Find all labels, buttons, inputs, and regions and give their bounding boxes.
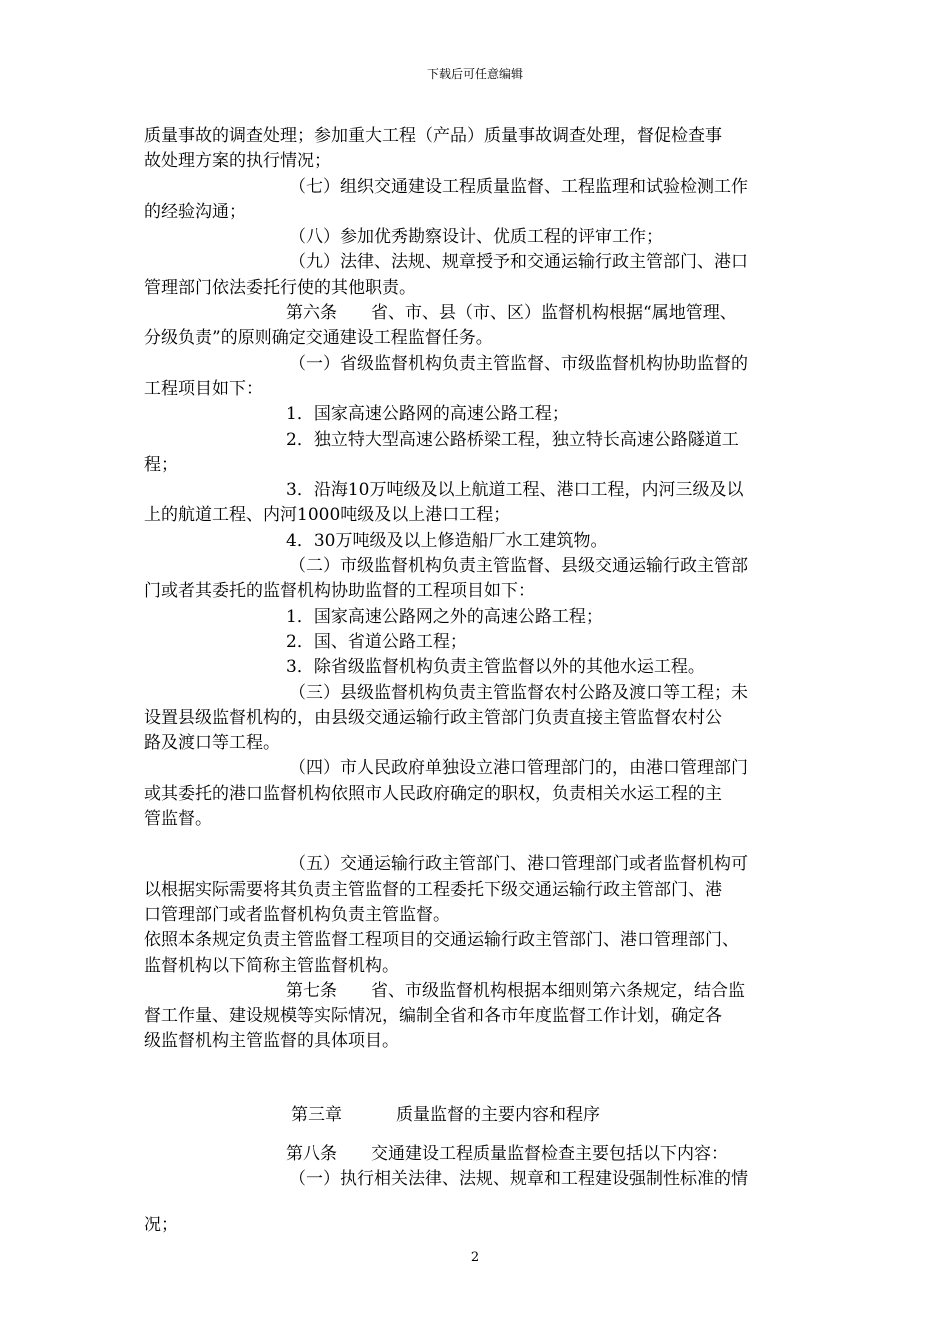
text-line: 第六条 省、市、县（市、区）监督机构根据“属地管理、 bbox=[286, 303, 737, 324]
text-line: （二）市级监督机构负责主管监督、县级交通运输行政主管部 bbox=[289, 556, 748, 577]
text-line: 督工作量、建设规模等实际情况，编制全省和各市年度监督工作计划，确定各 bbox=[144, 1006, 722, 1027]
text-line: 门或者其委托的监督机构协助监督的工程项目如下： bbox=[144, 581, 535, 602]
text-line: （四）市人民政府单独设立港口管理部门的，由港口管理部门 bbox=[289, 758, 748, 779]
text-line: 以根据实际需要将其负责主管监督的工程委托下级交通运输行政主管部门、港 bbox=[144, 879, 722, 900]
chapter-title: 质量监督的主要内容和程序 bbox=[396, 1104, 600, 1125]
text-line: 第八条 交通建设工程质量监督检查主要包括以下内容： bbox=[286, 1143, 728, 1164]
text-line: 依照本条规定负责主管监督工程项目的交通运输行政主管部门、港口管理部门、 bbox=[144, 930, 739, 951]
text-line: （九）法律、法规、规章授予和交通运输行政主管部门、港口 bbox=[289, 252, 748, 273]
page-number: 2 bbox=[470, 1250, 480, 1265]
text-line: 故处理方案的执行情况； bbox=[144, 151, 331, 172]
text-line: 路及渡口等工程。 bbox=[144, 733, 280, 754]
document-body bbox=[144, 124, 808, 1238]
text-line: 1．国家高速公路网的高速公路工程； bbox=[286, 404, 569, 425]
text-line: 设置县级监督机构的，由县级交通运输行政主管部门负责直接主管监督农村公 bbox=[144, 707, 722, 728]
paragraph-gap bbox=[144, 1193, 808, 1213]
text-line: 管理部门依法委托行使的其他职责。 bbox=[144, 277, 416, 298]
text-line: 工程项目如下： bbox=[144, 378, 263, 399]
paragraph-gap bbox=[144, 832, 808, 852]
text-line: （一）执行相关法律、法规、规章和工程建设强制性标准的情 bbox=[289, 1169, 748, 1190]
text-line: 的经验沟通； bbox=[144, 201, 246, 222]
text-line: 第七条 省、市级监督机构根据本细则第六条规定，结合监 bbox=[286, 980, 745, 1001]
text-line: （三）县级监督机构负责主管监督农村公路及渡口等工程；未 bbox=[289, 682, 748, 703]
text-line: 监督机构以下简称主管监督机构。 bbox=[144, 955, 399, 976]
text-line: 3．沿海10万吨级及以上航道工程、港口工程，内河三级及以 bbox=[286, 480, 744, 501]
article-block-after-chapter bbox=[144, 1128, 808, 1238]
chapter-heading bbox=[144, 1055, 808, 1128]
text-line: 或其委托的港口监督机构依照市人民政府确定的职权，负责相关水运工程的主 bbox=[144, 783, 722, 804]
text-line: 2．国、省道公路工程； bbox=[286, 631, 467, 652]
text-line: （八）参加优秀勘察设计、优质工程的评审工作； bbox=[289, 227, 663, 248]
chapter-number: 第三章 bbox=[291, 1104, 342, 1125]
text-line: （一）省级监督机构负责主管监督、市级监督机构协助监督的 bbox=[289, 353, 748, 374]
text-line: 级监督机构主管监督的具体项目。 bbox=[144, 1031, 399, 1052]
text-line: 4．30万吨级及以上修造船厂水工建筑物。 bbox=[286, 530, 608, 551]
article-block bbox=[144, 124, 808, 1055]
text-line: 分级负责”的原则确定交通建设工程监督任务。 bbox=[144, 328, 493, 349]
text-line: 管监督。 bbox=[144, 809, 212, 830]
text-line: 1．国家高速公路网之外的高速公路工程； bbox=[286, 606, 603, 627]
text-line: 质量事故的调查处理；参加重大工程（产品）质量事故调查处理，督促检查事 bbox=[144, 126, 722, 146]
text-line: 程； bbox=[144, 454, 178, 475]
text-line: 口管理部门或者监督机构负责主管监督。 bbox=[144, 904, 450, 925]
text-line: 上的航道工程、内河1000吨级及以上港口工程； bbox=[144, 505, 511, 526]
text-line: 2．独立特大型高速公路桥梁工程，独立特长高速公路隧道工 bbox=[286, 429, 739, 450]
text-line: （五）交通运输行政主管部门、港口管理部门或者监督机构可 bbox=[289, 854, 748, 875]
page-header: 下载后可任意编辑 bbox=[426, 67, 523, 81]
text-line: （七）组织交通建设工程质量监督、工程监理和试验检测工作 bbox=[289, 176, 748, 197]
text-line: 3．除省级监督机构负责主管监督以外的其他水运工程。 bbox=[286, 657, 705, 678]
text-line: 况； bbox=[144, 1214, 178, 1235]
